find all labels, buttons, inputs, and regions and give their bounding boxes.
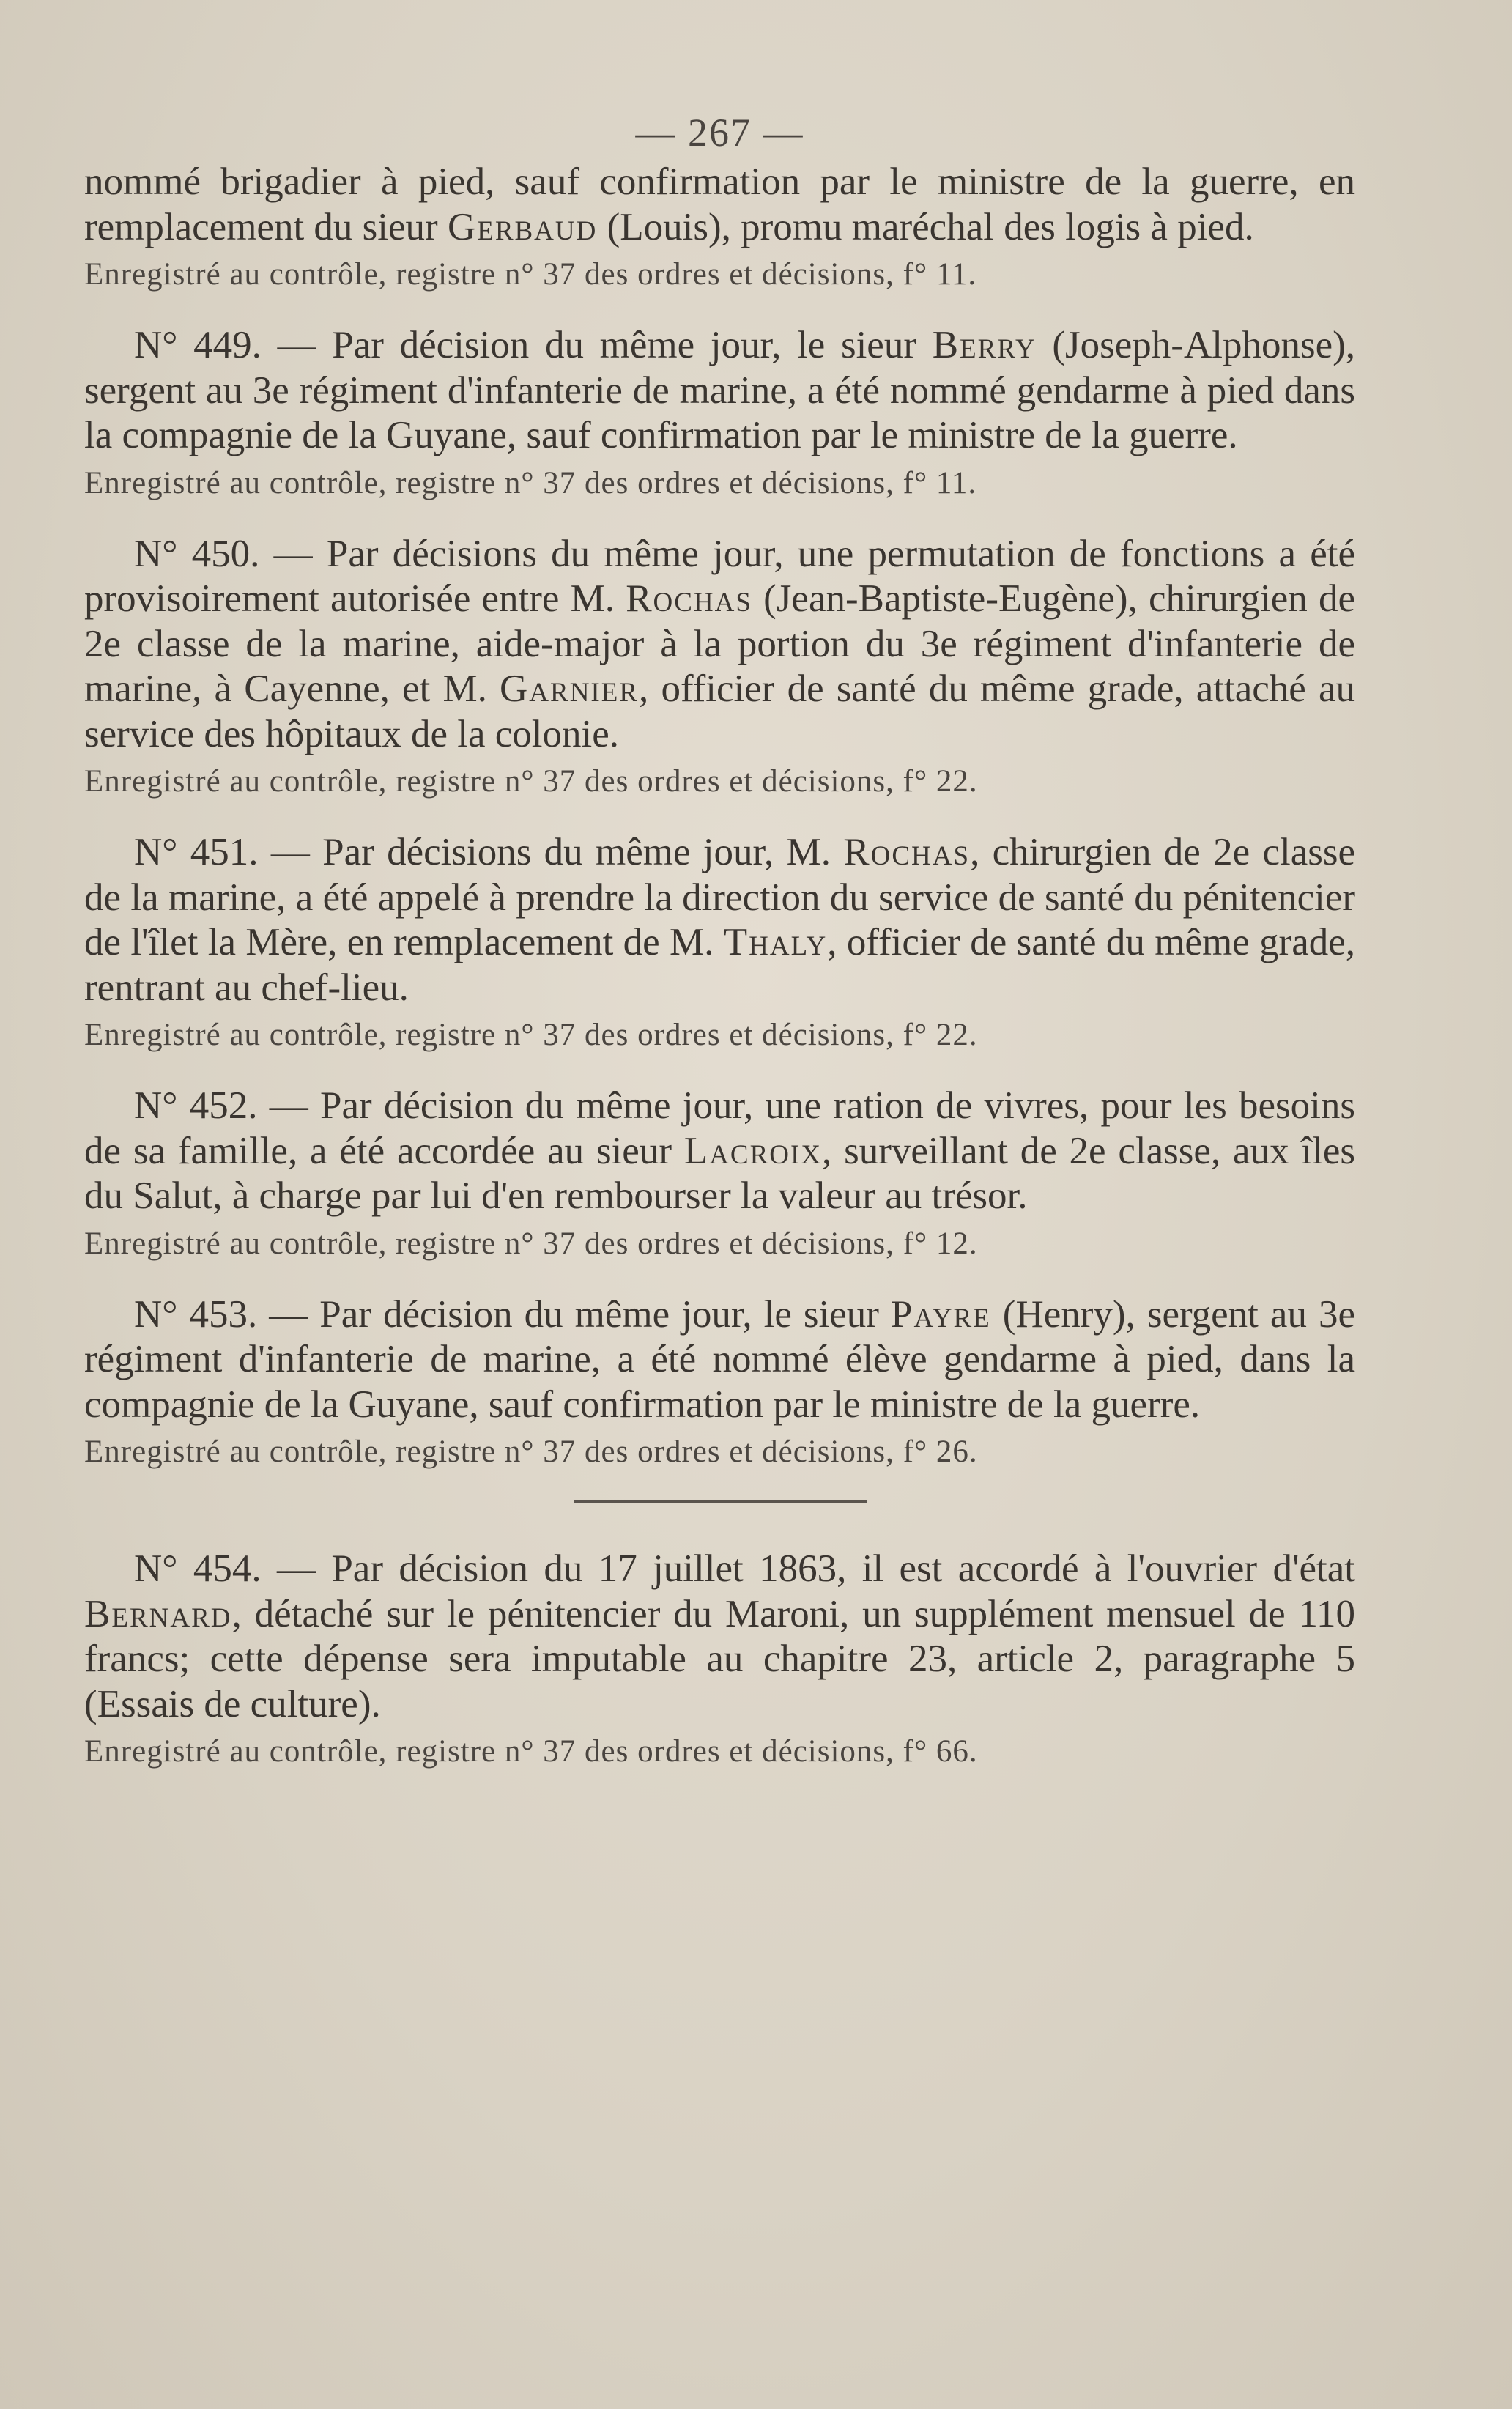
decision-text: Par décision du même jour, le sieur xyxy=(332,324,933,366)
decision-number: N° 450. — xyxy=(134,532,327,575)
registry-note: Enregistré au contrôle, registre n° 37 des ordres et décisions, f° 11. xyxy=(84,257,977,292)
decision-text: , officier de santé du même grade, attaché au service des hôpitaux de la colonie. xyxy=(84,667,1355,755)
decision-paragraph xyxy=(84,323,1355,459)
decision-paragraph xyxy=(84,1292,1355,1428)
decision-text: Par décision du même jour, le sieur xyxy=(319,1292,891,1336)
registry-note: Enregistré au contrôle, registre n° 37 des ordres et décisions, f° 22. xyxy=(84,1018,978,1052)
decision-text: Par décisions du même jour, une permutation de fonctions a été provisoirement autorisée entre M. xyxy=(84,532,1355,620)
registry-note: Enregistré au contrôle, registre n° 37 des ordres et décisions, f° 12. xyxy=(84,1226,978,1261)
registry-note: Enregistré au contrôle, registre n° 37 des ordres et décisions, f° 66. xyxy=(84,1734,978,1769)
decision-number: N° 449. — xyxy=(134,324,333,366)
page-number: — 267 — xyxy=(635,111,804,155)
person-name: Rochas xyxy=(843,831,971,873)
person-name: Berry xyxy=(932,324,1037,366)
decision-number: N° 452. — xyxy=(134,1084,320,1127)
decision-paragraph xyxy=(84,532,1355,758)
document-page xyxy=(84,110,1355,1800)
registry-note: Enregistré au contrôle, registre n° 37 des ordres et décisions, f° 22. xyxy=(84,764,978,799)
decision-paragraph xyxy=(84,1547,1355,1727)
decision-paragraph xyxy=(84,1084,1355,1219)
decision-text: Par décision du 17 juillet 1863, il est accordé à l'ouvrier d'état xyxy=(331,1547,1355,1590)
person-name: Garnier xyxy=(500,667,640,710)
section-divider xyxy=(574,1500,867,1503)
decision-text: , chirurgien de 2e classe de la marine, a été appelé à prendre la direction du service de santé du pénitencier de l'îlet la Mère, en remplacement de M. xyxy=(84,831,1355,963)
decision-number: N° 453. — xyxy=(134,1292,320,1336)
decision-text: (Joseph-Alphonse), sergent au 3e régiment d'infanterie de marine, a été nommé gendarme à pied dans la compagnie de la Guyane, sauf confirmation par le ministre de la guerre. xyxy=(84,324,1356,456)
decision-number: N° 451. — xyxy=(134,831,323,873)
decision-paragraph xyxy=(84,830,1355,1010)
decision-text: , surveillant de 2e classe, aux îles du Salut, à charge par lui d'en rembourser la valeur au trésor. xyxy=(84,1129,1355,1217)
person-name: Payre xyxy=(890,1292,991,1336)
decision-text: , détaché sur le pénitencier du Maroni, un supplément mensuel de 110 francs; cette dépense sera imputable au chapitre 23, article 2, paragraphe 5 (Essais de culture). xyxy=(84,1592,1355,1725)
person-name: Gerbaud xyxy=(447,205,598,248)
decision-text: nommé brigadier à pied, sauf confirmation par le ministre de la guerre, en remplacement du sieur xyxy=(84,160,1355,248)
registry-note: Enregistré au contrôle, registre n° 37 des ordres et décisions, f° 11. xyxy=(84,465,977,500)
person-name: Bernard xyxy=(84,1592,232,1635)
decision-number: N° 454. — xyxy=(134,1547,332,1590)
decision-text: Par décision du même jour, une ration de vivres, pour les besoins de sa famille, a été accordée au sieur xyxy=(84,1084,1355,1172)
person-name: Thaly xyxy=(723,921,828,963)
decision-text: Par décisions du même jour, M. xyxy=(322,831,844,873)
decision-text: , officier de santé du même grade, rentrant au chef-lieu. xyxy=(84,921,1355,1009)
decision-paragraph xyxy=(84,160,1355,250)
decision-text: (Louis), promu maréchal des logis à pied. xyxy=(597,205,1254,248)
decision-text: (Henry), sergent au 3e régiment d'infanterie de marine, a été nommé élève gendarme à pied, dans la compagnie de la Guyane, sauf confirmation par le ministre de la guerre. xyxy=(84,1292,1355,1426)
decision-text: (Jean-Baptiste-Eugène), chirurgien de 2e classe de la marine, aide-major à la portion du 3e régiment d'infanterie de marine, à Cayenne, et M. xyxy=(84,577,1356,710)
registry-note: Enregistré au contrôle, registre n° 37 des ordres et décisions, f° 26. xyxy=(84,1435,978,1469)
person-name: Lacroix xyxy=(683,1129,823,1172)
person-name: Rochas xyxy=(626,577,752,620)
